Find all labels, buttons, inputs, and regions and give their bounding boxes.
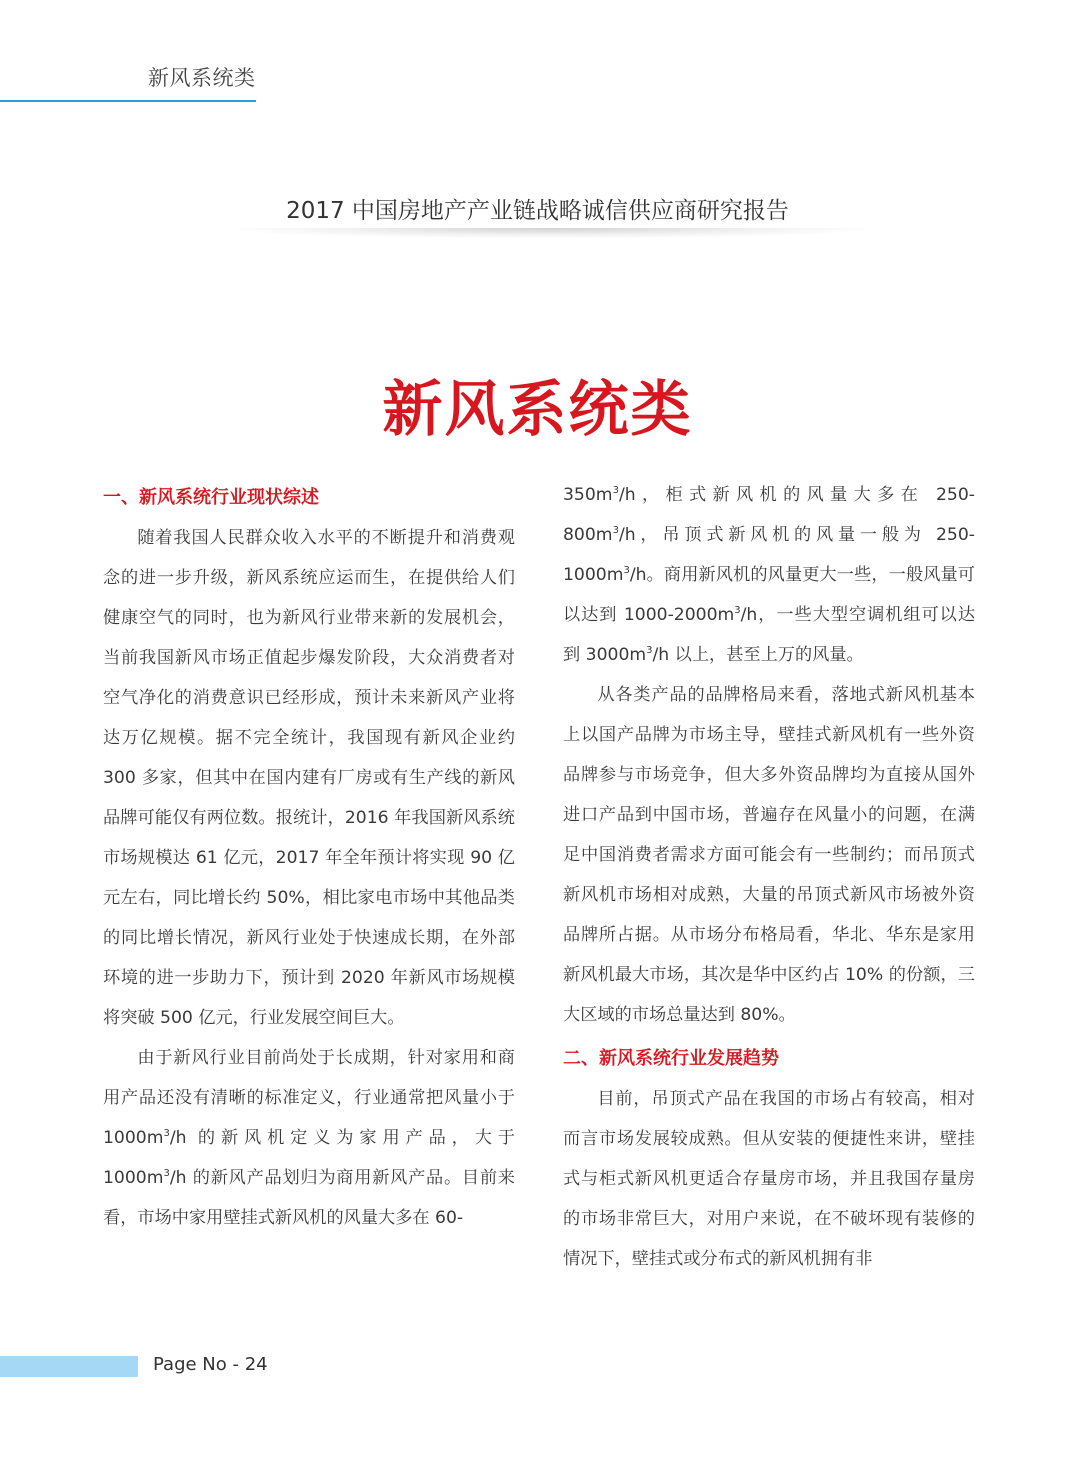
superscript: 3	[734, 605, 741, 616]
text-run: 350m	[563, 485, 613, 505]
section-heading-2: 二、新风系统行业发展趋势	[563, 1048, 779, 1069]
superscript: 3	[163, 1168, 170, 1179]
paragraph-trends: 目前，吊顶式产品在我国的市场占有较高，相对而言市场发展较成熟。但从安装的便捷性来讲，壁挂式与柜式新风机更适合存量房市场，并且我国存量房的市场非常巨大，对用户来说，在不破坏现有装修的情况下，壁挂式或分布式的新风机拥有非	[563, 1089, 975, 1269]
paragraph-definition	[103, 1038, 515, 1238]
footer-bar	[0, 1356, 138, 1377]
superscript: 3	[646, 645, 653, 656]
report-title: 2017 中国房地产产业链战略诚信供应商研究报告	[286, 198, 789, 224]
text-run: /h 以上，甚至上万的风量。	[652, 645, 864, 665]
text-run: /h 的新风产品划归为商用新风产品。目前来看，市场中家用壁挂式新风机的风量大多在 60-	[103, 1168, 515, 1228]
text-run: /h 的新风机定义为家用产品，大于 1000m	[103, 1128, 515, 1188]
page-number: Page No - 24	[153, 1354, 268, 1375]
paragraph-overview: 随着我国人民群众收入水平的不断提升和消费观念的进一步升级，新风系统应运而生，在提供给人们健康空气的同时，也为新风行业带来新的发展机会，当前我国新风市场正值起步爆发阶段，大众消费者对空气净化的消费意识已经形成，预计未来新风产业将达万亿规模。据不完全统计，我国现有新风企业约 300 多家，但其中在国内建有厂房或有生产线的新风品牌可能仅有两位数。报统计，2016 年我国新风系统市场规模达 61 亿元，2017 年全年预计将实现 90 亿元左右，同比增长约 50%，相比家电市场中其他品类的同比增长情况，新风行业处于快速成长期，在外部环境的进一步助力下，预计到 2020 年新风市场规模将突破 500 亿元，行业发展空间巨大。	[103, 528, 515, 1028]
text-run: /h，柜式新风机的风量大多在 250-800m	[563, 485, 975, 545]
section-heading-1: 一、新风系统行业现状综述	[103, 487, 319, 508]
paragraph-definition-continued	[563, 475, 975, 675]
right-column	[563, 475, 975, 1279]
title-shadow-divider	[235, 228, 865, 238]
text-run: /h，吊顶式新风机的风量一般为 250-1000m	[563, 525, 975, 585]
running-header-title: 新风系统类	[148, 66, 256, 90]
text-run: /h。商用新风机的风量更大一些，一般风量可以达到 1000-2000m	[563, 565, 975, 625]
left-column	[103, 478, 515, 1238]
header-rule	[0, 100, 256, 102]
paragraph-brand-landscape: 从各类产品的品牌格局来看，落地式新风机基本上以国产品牌为市场主导，壁挂式新风机有一些外资品牌参与市场竞争，但大多外资品牌均为直接从国外进口产品到中国市场，普遍存在风量小的问题，在满足中国消费者需求方面可能会有一些制约；而吊顶式新风机市场相对成熟，大量的吊顶式新风市场被外资品牌所占据。从市场分布格局看，华北、华东是家用新风机最大市场，其次是华中区约占 10% 的份额，三大区域的市场总量达到 80%。	[563, 685, 975, 1025]
superscript: 3	[612, 485, 619, 496]
text-run: /h，一些大型空调机组可以达到 3000m	[563, 605, 976, 665]
page-title: 新风系统类	[382, 375, 693, 446]
superscript: 3	[623, 565, 630, 576]
text-run: 由于新风行业目前尚处于长成期，针对家用和商用产品还没有清晰的标准定义，行业通常把风量小于 1000m	[103, 1048, 515, 1148]
superscript: 3	[612, 525, 619, 536]
superscript: 3	[163, 1128, 170, 1139]
